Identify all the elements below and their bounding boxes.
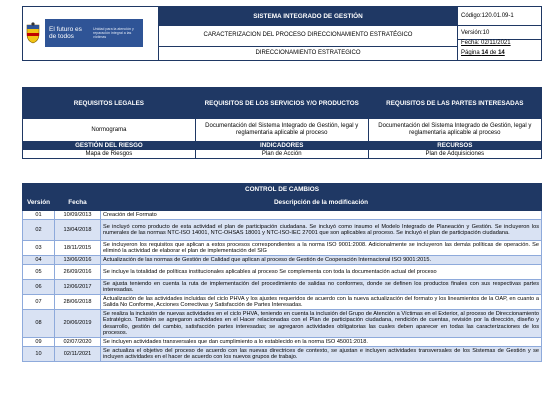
change-control-title: CONTROL DE CAMBIOS — [23, 184, 542, 197]
service-requirements-value: Documentación del Sistema Integrado de Gestión, legal y reglamentaria aplicable al proceso — [195, 119, 368, 142]
version-cell: 10 — [23, 347, 55, 362]
brand-main: El futuro es de todos — [49, 26, 82, 41]
resources-header: RECURSOS — [368, 142, 541, 150]
date-cell: 12/06/2017 — [55, 280, 101, 295]
date-cell: 13/06/2016 — [55, 256, 101, 265]
indicators-value: Plan de Acción — [195, 150, 368, 159]
version-cell: 02 — [23, 220, 55, 241]
table-row — [23, 347, 542, 362]
table-row — [23, 256, 542, 265]
page-number: Página 14 de 14 — [458, 46, 542, 60]
legal-requirements-value: Normograma — [23, 119, 196, 142]
risk-management-header: GESTIÓN DEL RIESGO — [23, 142, 196, 150]
doc-version: Versión:10 — [458, 26, 542, 40]
process-name: DIRECCIONAMIENTO ESTRATEGICO — [159, 46, 458, 60]
date-cell: 02/07/2020 — [55, 338, 101, 347]
doc-date: Fecha: 02/11/2021 — [458, 40, 542, 47]
table-row — [23, 295, 542, 310]
resources-value: Plan de Adquisiciones — [368, 150, 541, 159]
table-row — [23, 265, 542, 280]
stakeholder-requirements-value: Documentación del Sistema Integrado de Gestión, legal y reglamentaria aplicable al proceso — [368, 119, 541, 142]
system-title: SISTEMA INTEGRADO DE GESTIÓN — [159, 7, 458, 26]
description-cell: Creación del Formato — [101, 211, 542, 220]
version-cell: 06 — [23, 280, 55, 295]
date-cell: 02/11/2021 — [55, 347, 101, 362]
date-column-header: Fecha — [55, 197, 101, 211]
date-cell: 26/09/2016 — [55, 265, 101, 280]
description-cell: Se realiza la inclusión de nuevas actividades en el ciclo PHVA, teniendo en cuenta la inclusión del Grupo de Atención a Víctimas en el Exterior, al proceso de Direccionamiento Estratégico. También se agregaron actividades en el Hacer relacionadas con el Plan de participación ciudadana, rendición de cuentas, revisión por la dirección, diseño y desarrollo, gestión del cambio, satisfacción partes interesadas; se agregaron actividades obligatorias las cuales deben aparecer en todas las caracterizaciones de los procesos. — [101, 310, 542, 338]
date-cell: 20/06/2019 — [55, 310, 101, 338]
brand-sub: Unidad para la atención y reparación integral a las víctimas — [93, 26, 134, 40]
requirements-table — [22, 87, 542, 159]
logo-cell — [23, 7, 159, 61]
stakeholder-requirements-header: REQUISITOS DE LAS PARTES INTERESADAS — [368, 88, 541, 119]
description-cell: Se incluyó como producto de esta actividad el plan de participación ciudadana. Se incluyó como insumo el Modelo Integrado de Planeación y Gestión. Se incluyeron los numerales de las normas NTC-ISO 14001, NTC-OHSAS 18001 y NTC-ISO-IEC 27001 que son aplicables al proceso. Se incluyó el plan de participación ciudadana. — [101, 220, 542, 241]
date-cell: 28/06/2018 — [55, 295, 101, 310]
change-control-rows — [23, 211, 542, 362]
coat-of-arms-icon — [25, 22, 41, 44]
document-header — [22, 6, 542, 61]
brand-block — [45, 19, 143, 47]
risk-management-value: Mapa de Riesgos — [23, 150, 196, 159]
version-cell: 07 — [23, 295, 55, 310]
legal-requirements-header: REQUISITOS LEGALES — [23, 88, 196, 119]
version-cell: 01 — [23, 211, 55, 220]
description-cell: Actualización de las normas de Gestión de Calidad que aplican al proceso de Gestión de Cooperación Internacional ISO 9001:2015. — [101, 256, 542, 265]
version-cell: 09 — [23, 338, 55, 347]
service-requirements-header: REQUISITOS DE LOS SERVICIOS Y/O PRODUCTOS — [195, 88, 368, 119]
table-row — [23, 220, 542, 241]
table-row — [23, 211, 542, 220]
date-cell: 18/11/2015 — [55, 241, 101, 256]
description-column-header: Descripción de la modificación — [101, 197, 542, 211]
version-cell: 08 — [23, 310, 55, 338]
doc-title: CARACTERIZACION DEL PROCESO DIRECCIONAMIENTO ESTRATÉGICO — [159, 26, 458, 47]
date-cell: 10/09/2013 — [55, 211, 101, 220]
table-row — [23, 338, 542, 347]
version-cell: 04 — [23, 256, 55, 265]
date-cell: 13/04/2018 — [55, 220, 101, 241]
description-cell: Se incluye la totalidad de políticas institucionales aplicables al proceso Se complementa con toda la documentación actual del proceso — [101, 265, 542, 280]
table-row — [23, 310, 542, 338]
version-cell: 03 — [23, 241, 55, 256]
doc-code: Código:120.01.09-1 — [458, 7, 542, 26]
table-row — [23, 280, 542, 295]
version-column-header: Versión — [23, 197, 55, 211]
change-control-table — [22, 183, 542, 362]
description-cell: Actualización de las actividades incluidas del ciclo PHVA y los ajustes requeridos de acuerdo con la nueva actualización del formato y los lineamientos de la OAP, en cuanto a Salida No Conforme, Acciones Correctivas y Satisfacción de Partes Interesadas. — [101, 295, 542, 310]
description-cell: Se actualiza el objetivo del proceso de acuerdo con las nuevas directrices de contexto, se ajustan e incluyen actividades transversales de los Sistemas de Gestión y se incluyen actividades en el hacer de acuerdo con los nuevos grupos de trabajo. — [101, 347, 542, 362]
description-cell: Se incluyeron los requisitos que aplican a estos procesos correspondientes a la norma ISO 9001:2008. Adicionalmente se incluyeron las demás políticas de operación. Se eliminó la actividad de elaborar el plan de implementación del SIG — [101, 241, 542, 256]
version-cell: 05 — [23, 265, 55, 280]
description-cell: Se incluyen actividades transversales que dan cumplimiento a lo establecido en la norma ISO 45001:2018. — [101, 338, 542, 347]
description-cell: Se ajusta teniendo en cuenta la ruta de implementación del procedimiento de salidas no conformes, donde se definen los productos finales con sus respectivas partes interesadas. — [101, 280, 542, 295]
table-row — [23, 241, 542, 256]
indicators-header: INDICADORES — [195, 142, 368, 150]
